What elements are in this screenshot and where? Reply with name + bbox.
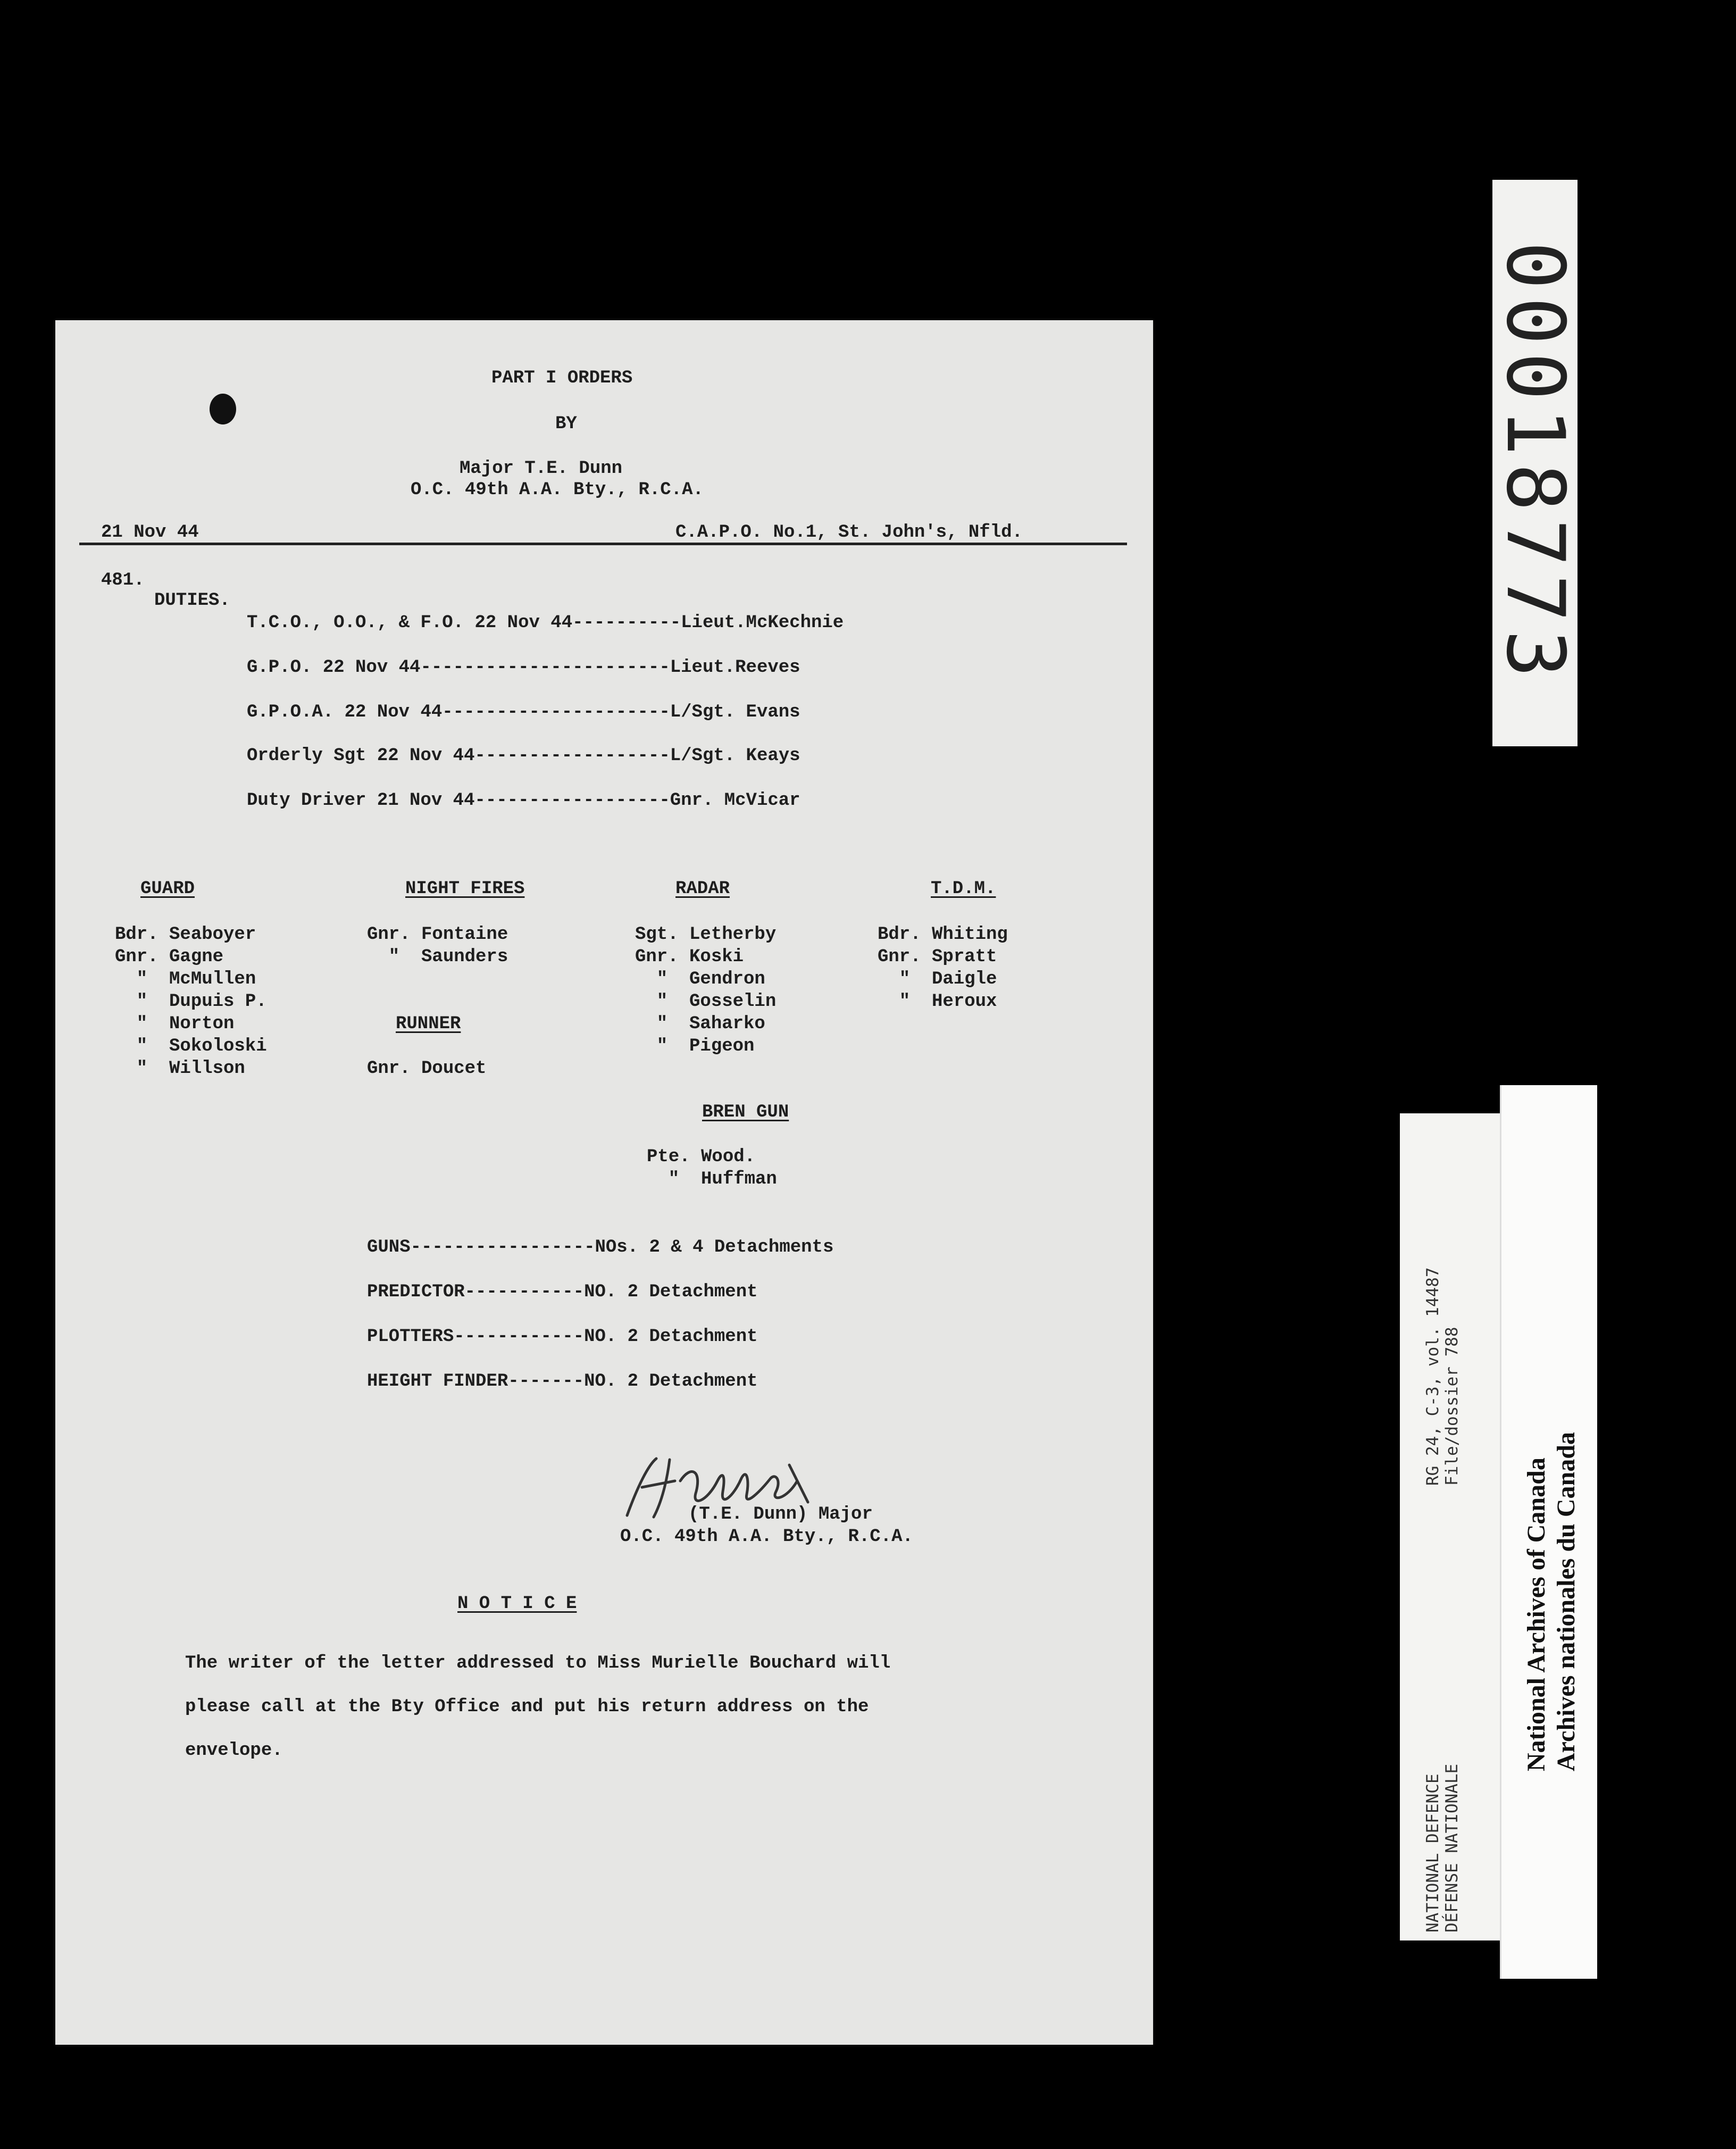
radar-line: " Pigeon	[635, 1036, 755, 1056]
detachment-line: GUNS-----------------NOs. 2 & 4 Detachments	[367, 1237, 834, 1257]
duty-line: G.P.O.A. 22 Nov 44---------------------L/Sgt. Evans	[247, 702, 800, 722]
tdm-line: " Heroux	[878, 992, 997, 1012]
detachment-line: PLOTTERS------------NO. 2 Detachment	[367, 1327, 758, 1347]
night-fires-heading: NIGHT FIRES	[405, 879, 525, 899]
radar-line: " Saharko	[635, 1014, 765, 1034]
department-line: DÉFENSE NATIONALE	[1442, 1763, 1462, 1933]
frame-number: 00018773	[1489, 241, 1581, 685]
guard-line: " Norton	[115, 1014, 235, 1034]
reference-line: File/dossier 788	[1442, 1327, 1462, 1486]
duty-line: T.C.O., O.O., & F.O. 22 Nov 44----------Lieut.McKechnie	[247, 613, 844, 633]
guard-line: " Dupuis P.	[115, 992, 267, 1012]
night-fires-line: Gnr. Fontaine	[367, 924, 508, 945]
archive-reference-label	[1400, 1113, 1516, 1940]
tdm-line: Bdr. Whiting	[878, 924, 1008, 945]
notice-line: envelope.	[185, 1740, 283, 1761]
guard-line: Gnr. Gagne	[115, 947, 224, 967]
header-rule	[79, 543, 1127, 545]
punch-hole	[210, 394, 236, 424]
department-line: NATIONAL DEFENCE	[1423, 1773, 1442, 1933]
radar-line: Gnr. Koski	[635, 947, 744, 967]
institution-label	[1500, 1085, 1597, 1979]
radar-line: Sgt. Letherby	[635, 924, 777, 945]
duty-line: G.P.O. 22 Nov 44-----------------------Lieut.Reeves	[247, 657, 800, 678]
duty-line: Orderly Sgt 22 Nov 44------------------L/Sgt. Keays	[247, 746, 800, 766]
notice-line: please call at the Bty Office and put his return address on the	[185, 1697, 869, 1717]
guard-line: Bdr. Seaboyer	[115, 924, 256, 945]
guard-heading: GUARD	[140, 879, 195, 899]
runner-heading: RUNNER	[396, 1014, 461, 1034]
tdm-line: " Daigle	[878, 969, 997, 989]
tdm-line: Gnr. Spratt	[878, 947, 997, 967]
reference-text	[1423, 1267, 1462, 1486]
guard-line: " Willson	[115, 1059, 245, 1079]
tdm-heading: T.D.M.	[931, 879, 996, 899]
institution-line: National Archives of Canada	[1522, 1457, 1550, 1771]
detachment-line: HEIGHT FINDER-------NO. 2 Detachment	[367, 1371, 758, 1392]
order-location: C.A.P.O. No.1, St. John's, Nfld.	[675, 522, 1023, 543]
notice-heading: N O T I C E	[457, 1594, 577, 1614]
document-title: PART I ORDERS	[491, 368, 633, 388]
duties-heading: DUTIES.	[154, 590, 230, 611]
bren-gun-heading: BREN GUN	[702, 1102, 789, 1122]
institution-line: Archives nationales du Canada	[1552, 1432, 1580, 1771]
by-line: BY	[555, 414, 577, 434]
runner-line: Gnr. Doucet	[367, 1059, 487, 1079]
reference-line: RG 24, C-3, vol. 14487	[1423, 1267, 1442, 1486]
institution-text	[1522, 1432, 1581, 1771]
document-page	[55, 320, 1153, 2045]
notice-line: The writer of the letter addressed to Miss Murielle Bouchard will	[185, 1653, 891, 1673]
bren-gun-line: " Huffman	[647, 1169, 777, 1189]
issuer-line-1: Major T.E. Dunn	[460, 459, 623, 479]
signature-title: O.C. 49th A.A. Bty., R.C.A.	[620, 1527, 913, 1547]
signature-name: (T.E. Dunn) Major	[688, 1504, 873, 1525]
guard-line: " McMullen	[115, 969, 256, 989]
bren-gun-line: Pte. Wood.	[647, 1147, 756, 1167]
guard-line: " Sokoloski	[115, 1036, 267, 1056]
night-fires-line: " Saunders	[367, 947, 508, 967]
department-text	[1423, 1764, 1462, 1933]
radar-line: " Gosselin	[635, 992, 777, 1012]
order-number: 481.	[101, 570, 145, 590]
issuer-line-2: O.C. 49th A.A. Bty., R.C.A.	[411, 480, 704, 500]
order-date: 21 Nov 44	[101, 522, 199, 543]
detachment-line: PREDICTOR-----------NO. 2 Detachment	[367, 1282, 758, 1302]
frame-number-tape	[1489, 180, 1581, 746]
radar-line: " Gendron	[635, 969, 765, 989]
duty-line: Duty Driver 21 Nov 44------------------Gnr. McVicar	[247, 790, 800, 811]
radar-heading: RADAR	[675, 879, 730, 899]
